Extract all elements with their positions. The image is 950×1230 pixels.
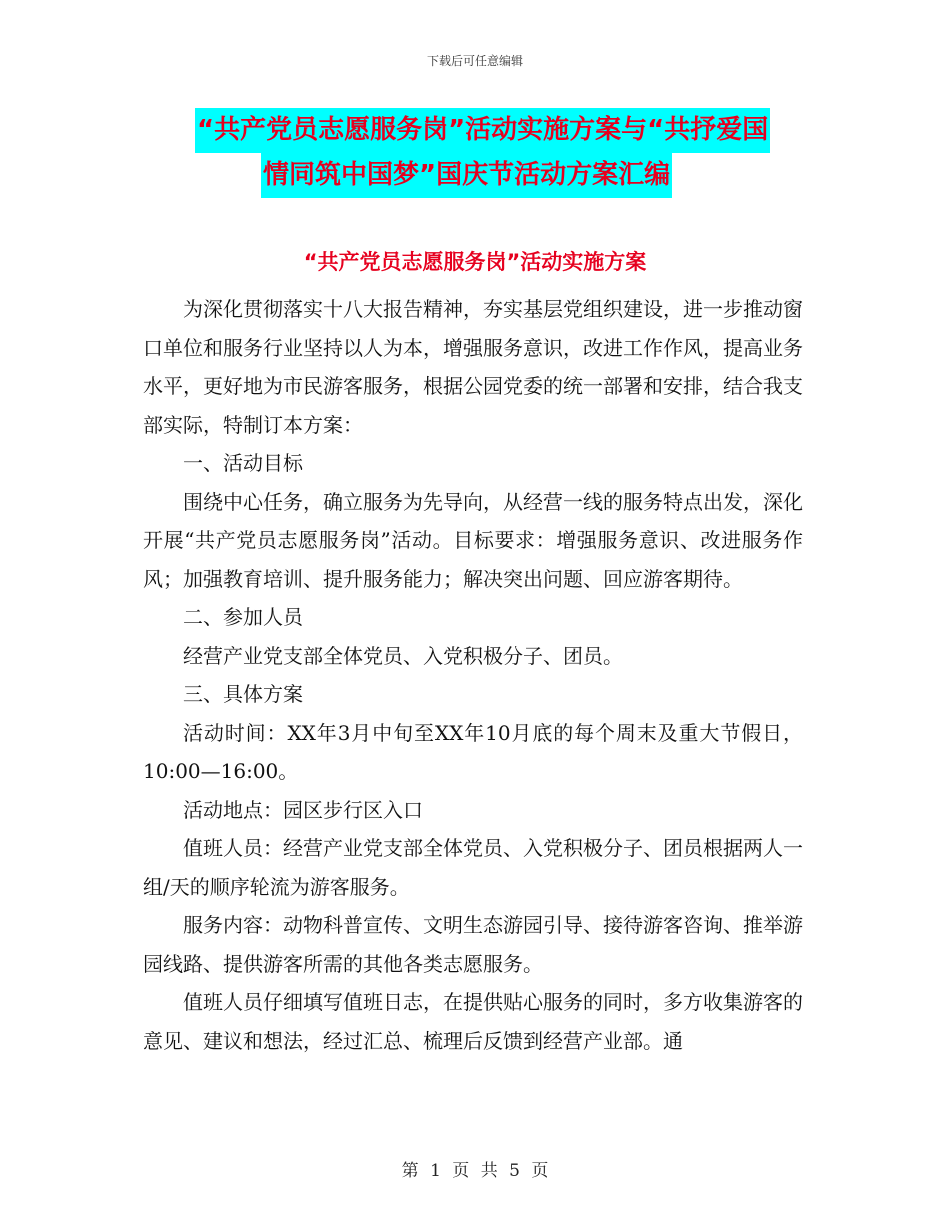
paragraph-duty-staff: 值班人员：经营产业党支部全体党员、入党积极分子、团员根据两人一组/天的顺序轮流为游客服务。 — [143, 836, 803, 899]
paragraph-duty-log: 值班人员仔细填写值班日志，在提供贴心服务的同时，多方收集游客的意见、建议和想法，经过汇总、梳理后反馈到经营产业部。通 — [143, 990, 803, 1053]
page-number-footer: 第 1 页 共 5 页 — [401, 1161, 549, 1181]
section-title: “共产党员志愿服务岗”活动实施方案 — [303, 250, 647, 274]
paragraph-activity-goal: 围绕中心任务，确立服务为先导向，从经营一线的服务特点出发，深化开展“共产党员志愿服务岗”活动。目标要求：增强服务意识、改进服务作风；加强教育培训、提升服务能力；解决突出问题、回应游客期待。 — [143, 489, 803, 591]
heading-activity-goal: 一、活动目标 — [183, 451, 303, 475]
title-line-2: 情同筑中国梦”国庆节活动方案汇编 — [261, 153, 672, 198]
paragraph-service-content: 服务内容：动物科普宣传、文明生态游园引导、接待游客咨询、推举游园线路、提供游客所需的其他各类志愿服务。 — [143, 913, 803, 976]
header-note: 下载后可任意编辑 — [426, 54, 523, 68]
paragraph-activity-time: 活动时间：XX年3月中旬至XX年10月底的每个周末及重大节假日，10:00—16:00。 — [143, 720, 803, 783]
paragraph-participants: 经营产业党支部全体党员、入党积极分子、团员。 — [183, 643, 623, 668]
heading-specific-plan: 三、具体方案 — [183, 682, 303, 706]
document-body — [143, 290, 803, 1060]
paragraph-activity-location: 活动地点：园区步行区入口 — [183, 797, 423, 822]
heading-participants: 二、参加人员 — [183, 605, 303, 629]
document-title — [195, 108, 815, 198]
paragraph-intro: 为深化贯彻落实十八大报告精神，夯实基层党组织建设，进一步推动窗口单位和服务行业坚持以人为本，增强服务意识，改进工作作风，提高业务水平，更好地为市民游客服务，根据公园党委的统一部署和安排，结合我支部实际，特制订本方案： — [143, 297, 803, 437]
title-line-1: “共产党员志愿服务岗”活动实施方案与“共抒爱国 — [195, 108, 770, 153]
